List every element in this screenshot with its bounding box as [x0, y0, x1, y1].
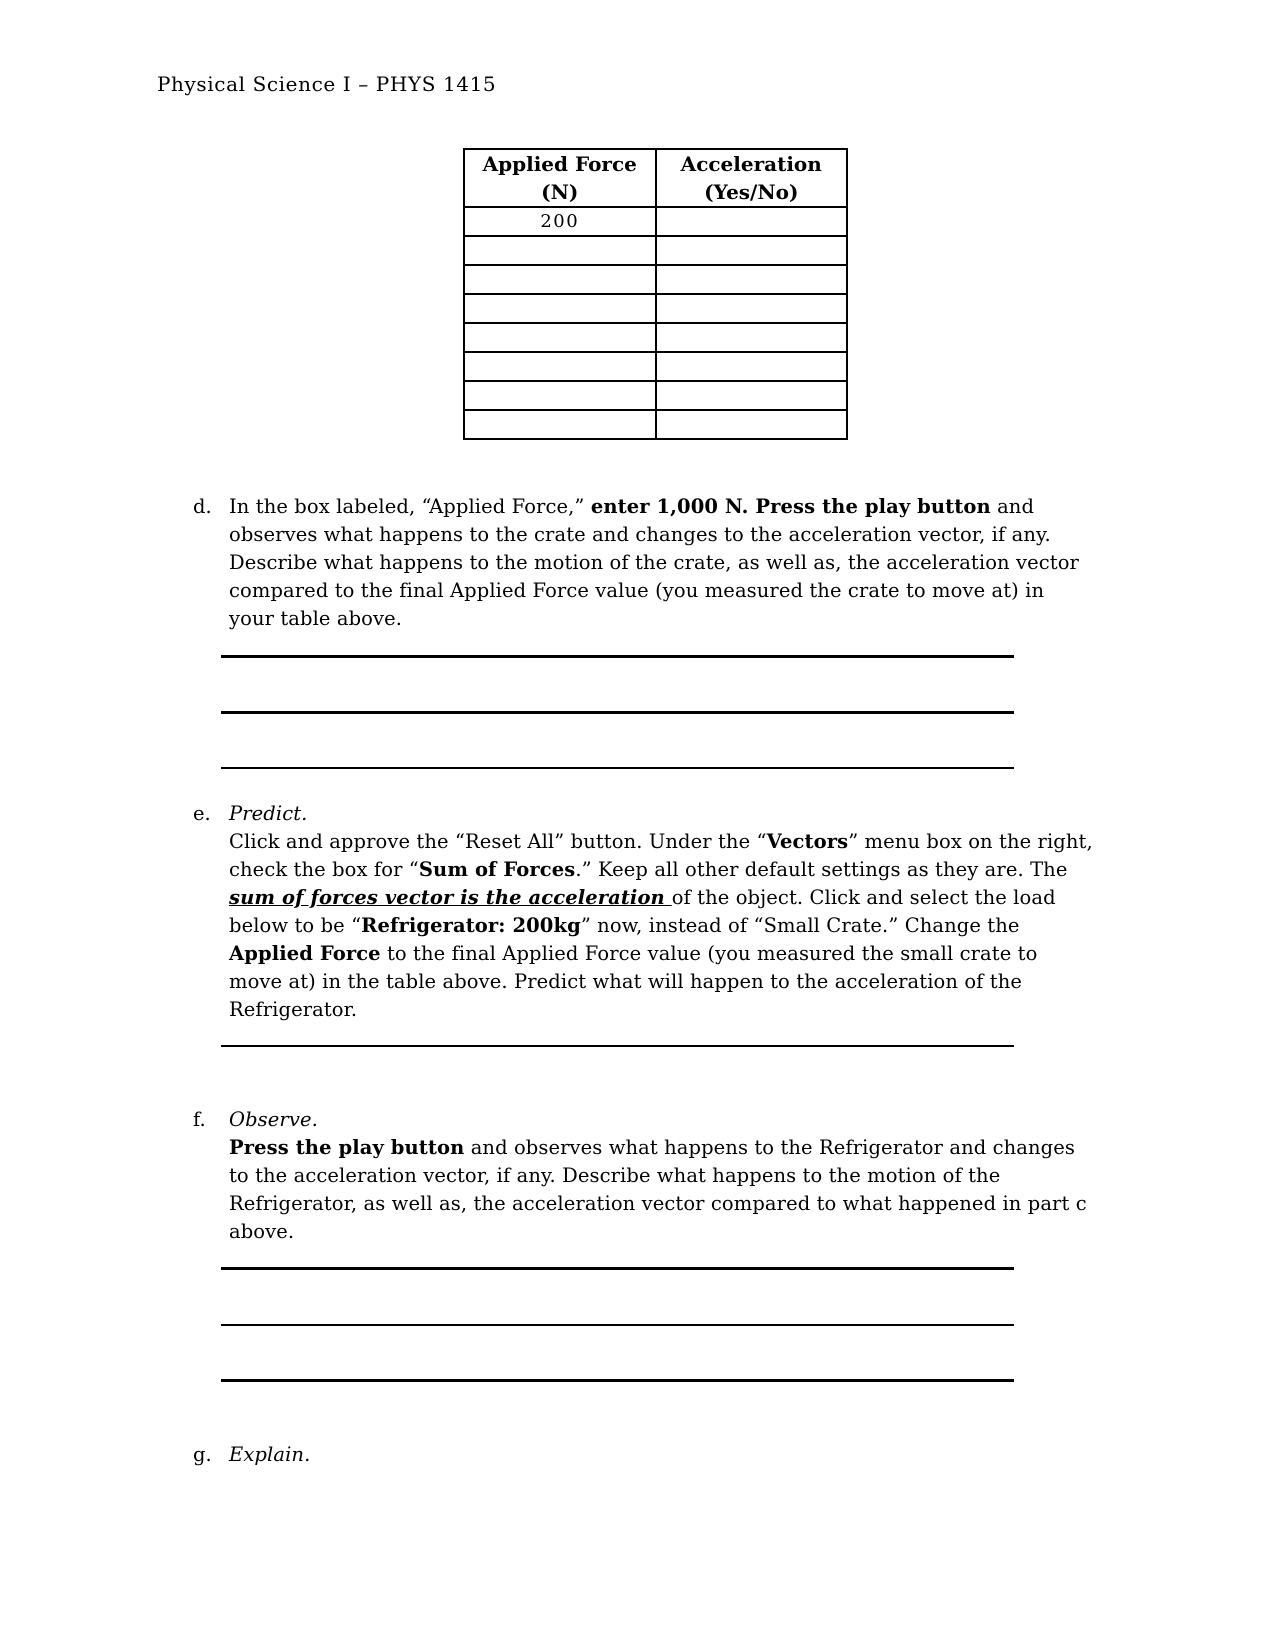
question-text: Observe. Press the play button and observes what happens to the Refrigerator and changes to the acceleration vector, if any. Describe what happens to the motion of the Refrigerator, as well as, the acceleration vector compared to what happened in part c above. [229, 1108, 1087, 1243]
question-d [193, 493, 1093, 633]
question-label: g. [193, 1443, 212, 1466]
table-row [464, 352, 847, 381]
table-row [464, 410, 847, 439]
acceleration-cell[interactable] [656, 294, 848, 323]
answer-line[interactable] [221, 1267, 1014, 1270]
question-text [229, 1441, 1093, 1469]
question-text: Predict. Click and approve the “Reset All” button. Under the “Vectors” menu box on the right, check the box for “Sum of Forces.” Keep all other default settings as they are. The sum of forces vector is the acceleration of the object. Click and select the load below to be “Refrigerator: 200kg” now, instead of “Small Crate.” Change the Applied Force to the final Applied Force value (you measured the small crate to move at) in the table above. Predict what will happen to the acceleration of the Refrigerator. [229, 802, 1093, 1021]
force-cell[interactable] [464, 381, 656, 410]
force-cell[interactable] [464, 410, 656, 439]
question-e [193, 800, 1093, 1024]
question-label: f. [193, 1108, 206, 1131]
acceleration-cell[interactable] [656, 207, 848, 236]
table-row [464, 381, 847, 410]
answer-line[interactable] [221, 655, 1014, 658]
acceleration-cell[interactable] [656, 352, 848, 381]
force-cell[interactable] [464, 236, 656, 265]
acceleration-cell[interactable] [656, 323, 848, 352]
table-row [464, 236, 847, 265]
question-label: d. [193, 495, 212, 518]
acceleration-cell[interactable] [656, 236, 848, 265]
table-row [464, 207, 847, 236]
question-label: e. [193, 802, 211, 825]
applied-force-table [463, 148, 848, 440]
table-row [464, 265, 847, 294]
column-header-acceleration: Acceleration (Yes/No) [656, 149, 848, 207]
acceleration-cell[interactable] [656, 265, 848, 294]
answer-line[interactable] [221, 711, 1014, 714]
question-heading: Observe. [229, 1108, 318, 1131]
question-text: In the box labeled, “Applied Force,” enter 1,000 N. Press the play button and observes what happens to the crate and changes to the acceleration vector, if any. Describe what happens to the motion of the crate, as well as, the acceleration vector compared to the final Applied Force value (you measured the crate to move at) in your table above. [229, 495, 1079, 630]
acceleration-cell[interactable] [656, 381, 848, 410]
question-heading: Predict. [229, 802, 308, 825]
answer-line[interactable] [221, 767, 1014, 769]
question-heading: Explain. [229, 1443, 311, 1466]
force-cell[interactable] [464, 323, 656, 352]
question-f [193, 1106, 1093, 1246]
force-cell[interactable]: 200 [464, 207, 656, 236]
column-header-applied-force: Applied Force (N) [464, 149, 656, 207]
force-cell[interactable] [464, 265, 656, 294]
force-cell[interactable] [464, 294, 656, 323]
answer-line[interactable] [221, 1379, 1014, 1382]
course-header: Physical Science I – PHYS 1415 [157, 72, 497, 96]
question-g [193, 1441, 1093, 1469]
table-row [464, 294, 847, 323]
answer-line[interactable] [221, 1045, 1014, 1047]
answer-line[interactable] [221, 1324, 1014, 1326]
force-cell[interactable] [464, 352, 656, 381]
table-row [464, 323, 847, 352]
acceleration-cell[interactable] [656, 410, 848, 439]
